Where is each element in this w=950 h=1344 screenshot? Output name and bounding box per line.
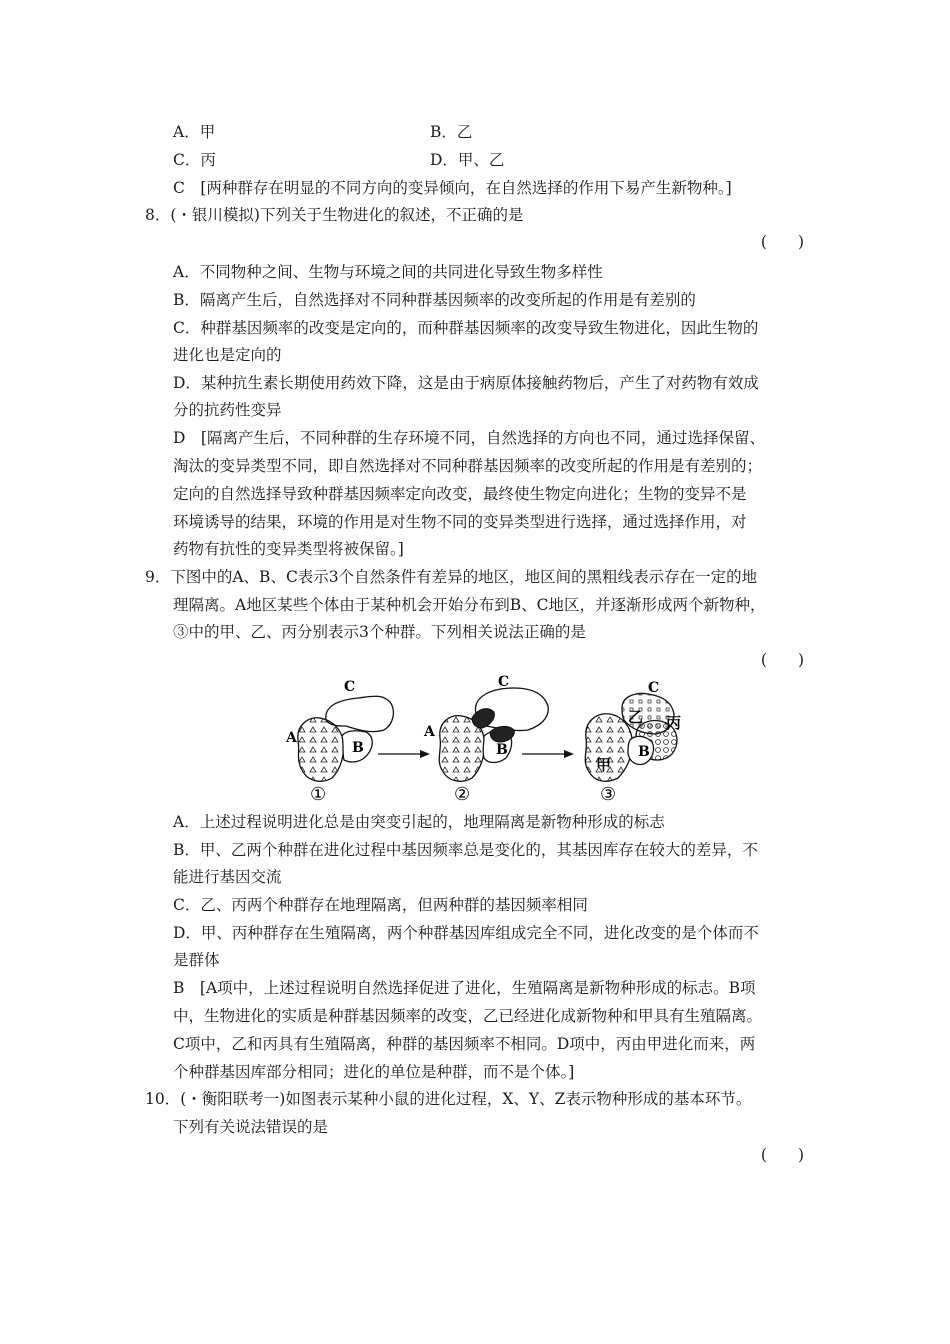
q9-answer-line1: B [A项中，上述过程说明自然选择促进了进化，生殖隔离是新物种形成的标志。B项 — [173, 979, 756, 997]
q9-answer-paren: ( ) — [760, 651, 804, 669]
stage2-label-b: B — [496, 742, 508, 758]
stage2-number: ② — [454, 784, 471, 805]
stage1-number: ① — [310, 784, 327, 805]
stage2-label-c: C — [498, 674, 510, 690]
q9-option-a: A．上述过程说明进化总是由突变引起的，地理隔离是新物种形成的标志 — [173, 813, 665, 831]
stage-2-map — [423, 674, 548, 805]
stage3-label-b: B — [638, 744, 650, 760]
stage1-region-a — [298, 718, 344, 782]
q7-option-a: A．甲 — [173, 123, 216, 141]
q9-stem-line1: 9．下图中的A、B、C表示3个自然条件有差异的地区，地区间的黑粗线表示存在一定的地 — [145, 568, 758, 586]
q10-stem-line2: 下列有关说法错误的是 — [173, 1118, 329, 1136]
stage3-label-yi: 乙 — [628, 708, 644, 726]
q9-option-d-line2: 是群体 — [173, 951, 220, 969]
q7-option-b: B．乙 — [430, 123, 473, 141]
q8-answer-line2: 淘汰的变异类型不同，即自然选择对不同种群基因频率的改变所起的作用是有差别的； — [173, 457, 763, 475]
q8-answer-line1: D [隔离产生后，不同种群的生存环境不同，自然选择的方向也不同，通过选择保留、 — [173, 429, 765, 447]
q8-stem: 8．(・银川模拟)下列关于生物进化的叙述，不正确的是 — [145, 206, 524, 224]
q9-answer-line3: C项中，乙和丙具有生殖隔离，种群的基因频率不相同。D项中，丙由甲进化而来，两 — [173, 1035, 756, 1053]
q8-option-d-line2: 分的抗药性变异 — [173, 401, 282, 419]
q8-answer-line4: 环境诱导的结果，环境的作用是对生物不同的变异类型进行选择，通过选择作用，对 — [173, 513, 747, 531]
q9-option-d-line1: D．甲、丙种群存在生殖隔离，两个种群基因库组成完全不同，进化改变的是个体而不 — [173, 924, 759, 942]
q10-answer-paren: ( ) — [760, 1146, 804, 1164]
stage1-label-b: B — [352, 740, 364, 756]
arrow-1 — [378, 750, 430, 758]
stage-3-map — [585, 680, 681, 805]
q9-stem-line3: ③中的甲、乙、丙分别表示3个种群。下列相关说法正确的是 — [173, 623, 586, 641]
q10-stem-line1: 10．(・衡阳联考一)如图表示某种小鼠的进化过程，X、Y、Z表示物种形成的基本环节。 — [145, 1090, 752, 1108]
stage1-label-c: C — [344, 679, 356, 695]
q7-answer: C [两种群存在明显的不同方向的变异倾向，在自然选择的作用下易产生新物种。] — [173, 179, 732, 197]
q8-option-c-line2: 进化也是定向的 — [173, 346, 282, 364]
stage3-label-bing: 丙 — [666, 714, 682, 732]
q9-option-b-line2: 能进行基因交流 — [173, 868, 282, 886]
q7-option-d: D．甲、乙 — [430, 151, 505, 169]
stage3-label-c: C — [648, 680, 660, 696]
q9-stem-line2: 理隔离。A地区某些个体由于某种机会开始分布到B、C地区，并逐渐形成两个新物种， — [173, 596, 766, 614]
q8-option-c-line1: C．种群基因频率的改变是定向的，而种群基因频率的改变导致生物进化，因此生物的 — [173, 319, 759, 337]
q9-answer-line2: 中，生物进化的实质是种群基因频率的改变，乙已经进化成新物种和甲具有生殖隔离。 — [173, 1007, 763, 1025]
q7-option-c: C．丙 — [173, 151, 216, 169]
q8-answer-paren: ( ) — [760, 233, 804, 251]
q8-option-d-line1: D．某种抗生素长期使用药效下降，这是由于病原体接触药物后，产生了对药物有效成 — [173, 374, 759, 392]
stage1-label-a: A — [286, 730, 297, 746]
speciation-figure — [286, 674, 706, 806]
q8-option-a: A．不同物种之间、生物与环境之间的共同进化导致生物多样性 — [173, 263, 603, 281]
stage-1-map — [286, 679, 393, 805]
stage3-number: ③ — [600, 784, 617, 805]
stage2-label-a: A — [424, 724, 435, 740]
q8-option-b: B．隔离产生后，自然选择对不同种群基因频率的改变所起的作用是有差别的 — [173, 291, 696, 309]
arrow-2 — [522, 750, 574, 758]
q9-option-c: C．乙、丙两个种群存在地理隔离，但两种群的基因频率相同 — [173, 896, 588, 914]
q9-option-b-line1: B．甲、乙两个种群在进化过程中基因频率总是变化的，其基因库存在较大的差异，不 — [173, 841, 758, 859]
q8-answer-line3: 定向的自然选择导致种群基因频率定向改变，最终使生物定向进化；生物的变异不是 — [173, 485, 747, 503]
q9-answer-line4: 个种群基因库部分相同；进化的单位是种群，而不是个体。] — [173, 1063, 575, 1081]
q8-answer-line5: 药物有抗性的变异类型将被保留。] — [173, 540, 404, 558]
stage3-label-jia: 甲 — [596, 756, 612, 774]
